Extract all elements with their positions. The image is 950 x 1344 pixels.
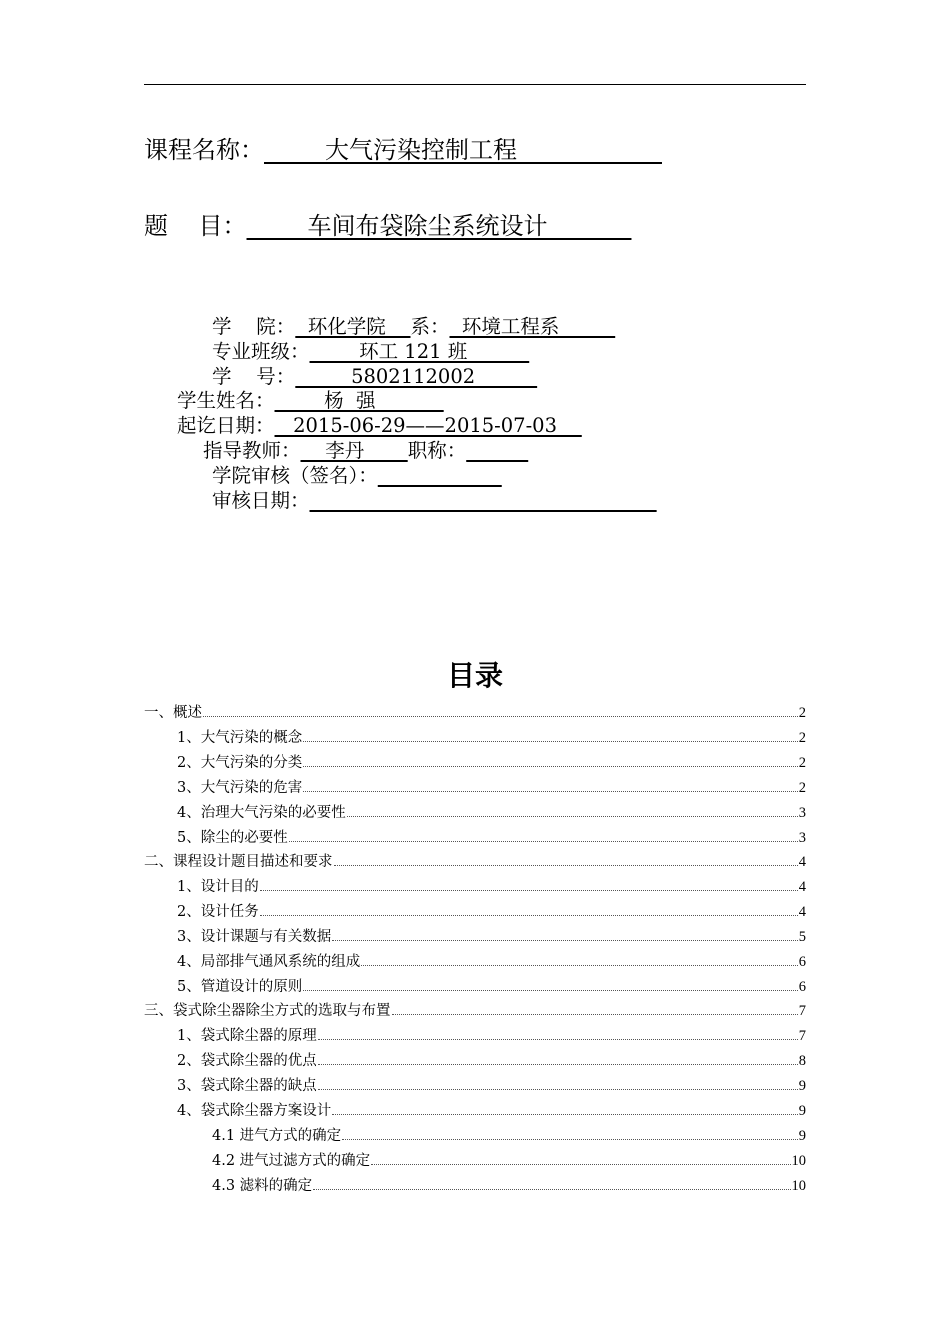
toc-entry-page: 2	[798, 755, 806, 771]
advisor-title-label: 职称：	[407, 439, 467, 462]
toc-entry-page: 9	[798, 1103, 806, 1119]
toc-entry-page: 7	[798, 1003, 806, 1019]
toc-entry-label: 4.3 滤料的确定	[212, 1178, 313, 1194]
toc-entry-page: 7	[798, 1028, 806, 1044]
toc-entry-page: 8	[798, 1053, 806, 1069]
course-name-label: 课程名称：	[144, 136, 264, 164]
toc-entry-label: 4、袋式除尘器方案设计	[177, 1103, 332, 1119]
toc-entry-label: 4.2 进气过滤方式的确定	[212, 1153, 371, 1169]
toc-entry[interactable]	[212, 1125, 806, 1146]
toc-leader-dots	[260, 876, 798, 891]
review-date-label: 审核日期：	[212, 489, 310, 512]
toc-entry-label: 2、大气污染的分类	[177, 755, 303, 771]
toc-leader-dots	[392, 1000, 798, 1015]
toc-entry-label: 5、管道设计的原则	[177, 979, 303, 995]
toc-entry-page: 4	[798, 904, 806, 920]
toc-entry-label: 4、局部排气通风系统的组成	[177, 954, 361, 970]
date-range-value: 2015-06-29——2015-07-03	[274, 414, 582, 437]
review-date-line	[212, 489, 657, 513]
toc-entry-label: 1、设计目的	[177, 879, 259, 895]
toc-leader-dots	[303, 777, 798, 792]
review-label: 学院审核（签名）：	[212, 464, 378, 487]
toc-leader-dots	[334, 851, 798, 866]
student-id-label: 学 号：	[212, 365, 296, 388]
toc-entry[interactable]	[144, 851, 806, 872]
toc-entry-page: 3	[798, 830, 806, 846]
toc-entry-label: 1、大气污染的概念	[177, 730, 303, 746]
advisor-title-value	[466, 439, 528, 462]
toc-entry[interactable]	[177, 1050, 806, 1071]
toc-leader-dots	[342, 1125, 798, 1140]
toc-entry-page: 6	[798, 954, 806, 970]
review-line	[212, 464, 502, 488]
dept-value: 环境工程系	[449, 315, 616, 338]
college-label: 学 院：	[212, 315, 296, 338]
toc-entry-page: 9	[798, 1128, 806, 1144]
toc-entry-page: 10	[791, 1178, 806, 1194]
toc-leader-dots	[303, 752, 798, 767]
toc-leader-dots	[347, 802, 798, 817]
major-label: 专业班级：	[212, 340, 310, 363]
course-name-value: 大气污染控制工程	[264, 136, 662, 164]
major-line	[212, 340, 529, 364]
student-id-value: 5802112002	[295, 365, 538, 388]
toc-leader-dots	[303, 976, 798, 991]
topic-value: 车间布袋除尘系统设计	[246, 212, 632, 240]
toc-leader-dots	[371, 1150, 790, 1165]
review-value	[378, 464, 502, 487]
student-id-line	[212, 365, 537, 389]
toc-entry-page: 9	[798, 1078, 806, 1094]
toc-leader-dots	[260, 901, 798, 916]
toc-entry[interactable]	[144, 1000, 806, 1021]
review-date-value	[310, 489, 657, 512]
toc-entry-label: 5、除尘的必要性	[177, 830, 288, 846]
header-rule	[144, 84, 806, 85]
toc-entry-page: 6	[798, 979, 806, 995]
toc-leader-dots	[289, 827, 798, 842]
toc-leader-dots	[313, 1175, 790, 1190]
toc-entry-page: 2	[798, 730, 806, 746]
advisor-line	[203, 439, 528, 463]
topic-line	[144, 211, 631, 241]
advisor-value: 李丹	[300, 439, 408, 462]
toc-entry-label: 1、袋式除尘器的原理	[177, 1028, 317, 1044]
toc-entry[interactable]	[177, 1025, 806, 1046]
toc-entry[interactable]	[177, 1100, 806, 1121]
toc-entry-page: 5	[798, 929, 806, 945]
toc-entry-label: 4、治理大气污染的必要性	[177, 805, 346, 821]
date-range-label: 起讫日期：	[177, 414, 275, 437]
toc-entry[interactable]	[177, 876, 806, 897]
toc-entry[interactable]	[212, 1150, 806, 1171]
toc-entry-label: 三、袋式除尘器除尘方式的选取与布置	[144, 1003, 391, 1019]
course-name-line	[144, 135, 662, 165]
toc-entry[interactable]	[177, 951, 806, 972]
advisor-label: 指导教师：	[203, 439, 301, 462]
dept-label: 系：	[410, 315, 450, 338]
toc-leader-dots	[361, 951, 798, 966]
toc-leader-dots	[203, 702, 798, 717]
toc-entry-page: 4	[798, 854, 806, 870]
toc-entry-label: 4.1 进气方式的确定	[212, 1128, 342, 1144]
toc-entry-label: 3、大气污染的危害	[177, 780, 303, 796]
toc-entry-page: 10	[791, 1153, 806, 1169]
toc-entry-label: 3、设计课题与有关数据	[177, 929, 332, 945]
toc-entry[interactable]	[144, 702, 806, 723]
toc-entry-page: 3	[798, 805, 806, 821]
toc-entry-label: 2、设计任务	[177, 904, 259, 920]
toc-entry[interactable]	[177, 727, 806, 748]
toc-entry[interactable]	[177, 926, 806, 947]
toc-leader-dots	[318, 1075, 798, 1090]
date-range-line	[177, 414, 582, 438]
toc-title: 目录	[446, 659, 503, 692]
toc-entry[interactable]	[177, 802, 806, 823]
student-name-label: 学生姓名：	[177, 389, 275, 412]
toc-entry[interactable]	[177, 777, 806, 798]
toc-leader-dots	[318, 1025, 798, 1040]
toc-entry[interactable]	[177, 976, 806, 997]
toc-entry-label: 二、课程设计题目描述和要求	[144, 854, 333, 870]
toc-entry-page: 2	[798, 705, 806, 721]
college-value: 环化学院	[295, 315, 411, 338]
toc-entry[interactable]	[177, 1075, 806, 1096]
student-name-line	[177, 389, 444, 413]
toc-entry-page: 2	[798, 780, 806, 796]
toc-entry[interactable]	[177, 901, 806, 922]
student-name-value: 杨 强	[274, 389, 444, 412]
toc-entry[interactable]	[177, 827, 806, 848]
toc-leader-dots	[303, 727, 798, 742]
major-value: 环工 121 班	[309, 340, 530, 363]
topic-label: 题 目：	[144, 212, 247, 240]
toc-entry[interactable]	[177, 752, 806, 773]
toc-entry-label: 3、袋式除尘器的缺点	[177, 1078, 317, 1094]
toc-entry-label: 一、概述	[144, 705, 202, 721]
toc-entry-label: 2、袋式除尘器的优点	[177, 1053, 317, 1069]
toc-entry[interactable]	[212, 1175, 806, 1196]
toc-leader-dots	[332, 1100, 798, 1115]
college-line	[212, 315, 615, 339]
toc-entry-page: 4	[798, 879, 806, 895]
toc-leader-dots	[332, 926, 798, 941]
toc-leader-dots	[318, 1050, 798, 1065]
